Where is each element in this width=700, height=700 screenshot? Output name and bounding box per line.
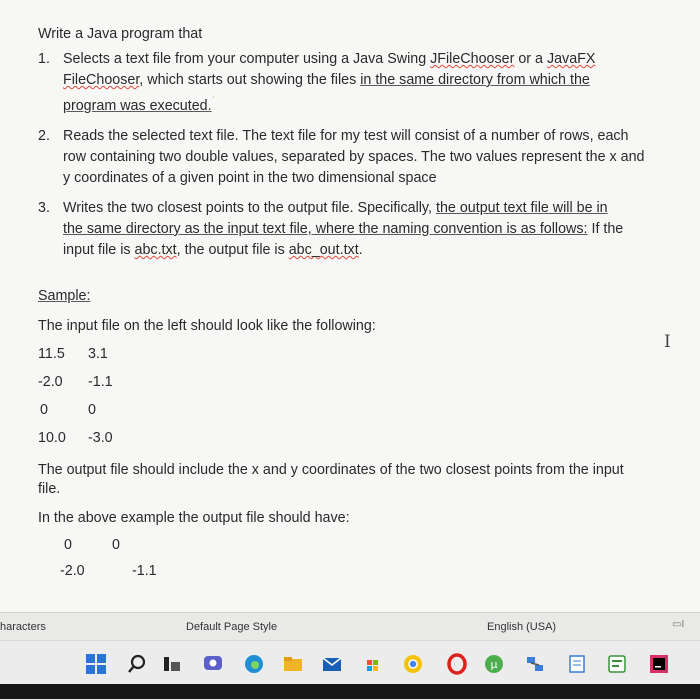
text-editor-icon[interactable]: [566, 653, 588, 675]
list-item: [38, 49, 678, 117]
status-bar: [0, 612, 700, 641]
microsoft-store-icon[interactable]: [362, 653, 384, 675]
item-text: y coordinates of a given point in the two dimensional space: [63, 169, 437, 186]
x-value: 10.0: [38, 430, 66, 446]
misspelled-word: JFileChooser: [430, 51, 515, 67]
item-text: , the output file is: [176, 241, 289, 258]
list-item: [38, 198, 678, 261]
underlined-text: the same directory as the input text file, where the naming convention is as follows:: [63, 220, 588, 237]
chat-icon[interactable]: [202, 653, 224, 675]
text-cursor-icon: I: [664, 332, 671, 352]
list-number: 1.: [38, 51, 50, 67]
svg-text:µ: µ: [490, 658, 498, 671]
input-intro: The input file on the left should look like the following:: [38, 318, 376, 334]
output-example-intro: In the above example the output file should have:: [38, 510, 350, 526]
sample-heading: Sample:: [38, 288, 91, 304]
filename-text: abc.txt: [134, 241, 177, 258]
language-indicator[interactable]: English (USA): [487, 621, 557, 633]
underlined-text: program was executed.: [63, 97, 212, 114]
underlined-text: the output text file will be in: [435, 199, 608, 216]
document-body: [38, 24, 678, 270]
edge-browser-icon[interactable]: [243, 653, 265, 675]
x-value: -2.0: [60, 563, 85, 579]
x-value: 0: [64, 537, 72, 553]
screen-bezel: [0, 684, 700, 699]
output-intro: file.: [38, 481, 61, 497]
ms-project-icon[interactable]: [606, 653, 628, 675]
underlined-text: in the same directory from which the: [360, 72, 590, 88]
output-intro: The output file should include the x and y coordinates of the two closest points from the input: [38, 462, 624, 478]
item-text: Selects a text file from your computer using a Java Swing: [63, 51, 431, 67]
item-text: input file is: [63, 241, 135, 258]
item-text: Reads the selected text file. The text file for my test will consist of a number of rows, each: [63, 127, 629, 144]
mail-icon[interactable]: [321, 653, 343, 675]
x-value: 11.5: [38, 346, 65, 362]
filename-text: abc_out.txt: [288, 241, 359, 258]
item-text: or a: [514, 51, 547, 67]
intellij-icon[interactable]: [648, 653, 670, 675]
y-value: -1.1: [88, 374, 113, 390]
y-value: 3.1: [88, 346, 108, 362]
y-value: 0: [112, 537, 120, 553]
y-value: 0: [88, 402, 96, 418]
comment-anchor-icon[interactable]: ˈ: [211, 96, 215, 107]
task-view-icon[interactable]: [161, 653, 183, 675]
item-text: If the: [587, 220, 624, 237]
intro-text: Write a Java program that: [38, 26, 203, 42]
search-icon[interactable]: [126, 653, 148, 675]
character-count: haracters: [0, 621, 46, 633]
misspelled-word: FileChooser: [63, 72, 140, 88]
list-item: [38, 126, 678, 189]
selection-mode-icon[interactable]: ▭I: [672, 619, 685, 630]
chrome-icon[interactable]: [402, 653, 424, 675]
item-text: , which starts out showing the files: [139, 72, 361, 88]
list-number: 2.: [38, 127, 50, 144]
y-value: -1.1: [132, 563, 157, 579]
misspelled-word: JavaFX: [546, 51, 596, 67]
network-app-icon[interactable]: [524, 653, 546, 675]
windows-start-icon[interactable]: [85, 653, 107, 675]
list-number: 3.: [38, 199, 50, 216]
x-value: 0: [40, 402, 48, 418]
item-text: Writes the two closest points to the output file. Specifically,: [63, 199, 436, 216]
utorrent-icon[interactable]: [483, 653, 505, 675]
x-value: -2.0: [38, 374, 63, 390]
opera-icon[interactable]: [446, 653, 468, 675]
page-style[interactable]: Default Page Style: [186, 621, 278, 633]
item-text: row containing two double values, separated by spaces. The two values represent the x and: [63, 148, 645, 165]
y-value: -3.0: [88, 430, 113, 446]
file-explorer-icon[interactable]: [282, 653, 304, 675]
item-text: .: [358, 241, 363, 258]
